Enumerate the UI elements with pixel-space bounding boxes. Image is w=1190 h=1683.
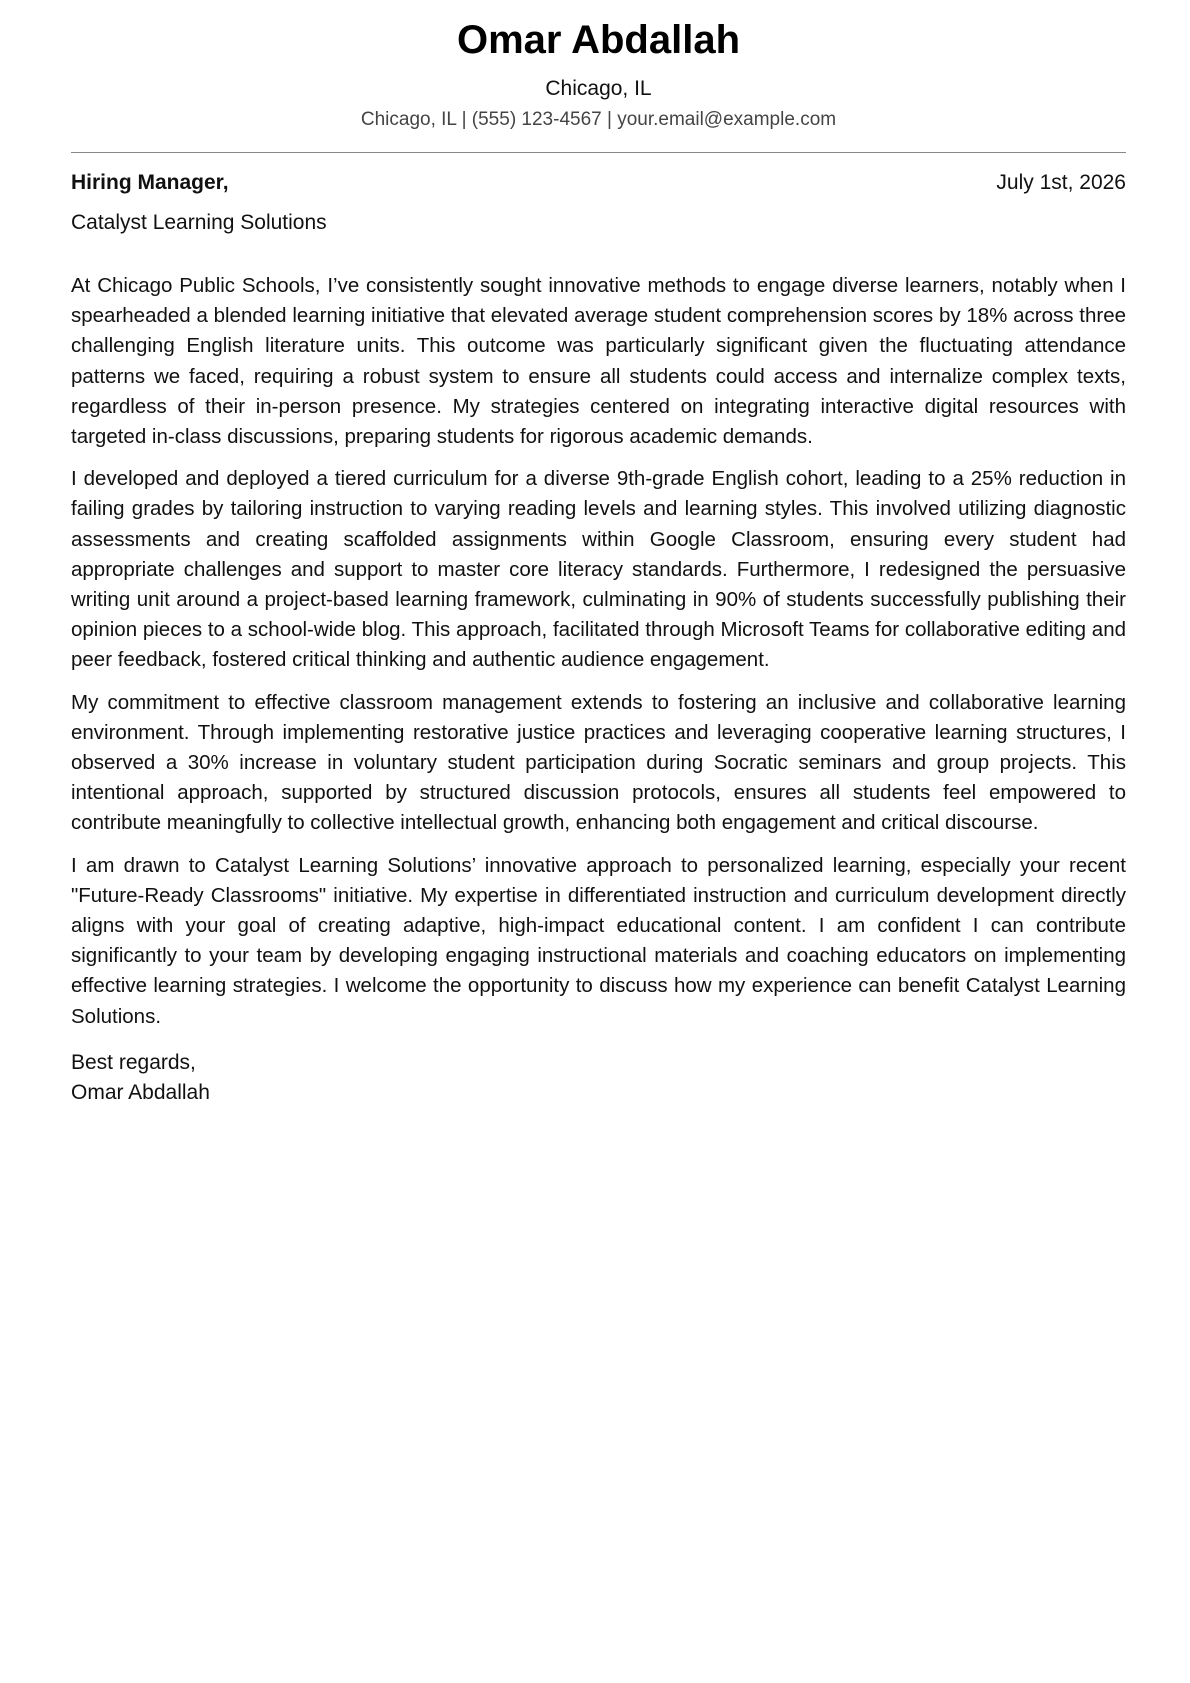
recipient-company: Catalyst Learning Solutions	[71, 211, 327, 234]
closing-phrase: Best regards,	[71, 1050, 196, 1074]
cover-letter-page	[71, 0, 1126, 1683]
letter-header	[71, 0, 1126, 132]
header-divider	[71, 152, 1126, 153]
body-paragraph: I developed and deployed a tiered curriculum for a diverse 9th-grade English cohort, leading to a 25% reduction in failing grades by tailoring instruction to varying reading levels and learning styles. This involved utilizing diagnostic assessments and creating scaffolded assignments within Google Classroom, ensuring every student had appropriate challenges and support to master core literacy standards. Furthermore, I redesigned the persuasive writing unit around a project-based learning framework, culminating in 90% of students successfully publishing their opinion pieces to a school-wide blog. This approach, facilitated through Microsoft Teams for collaborative editing and peer feedback, fostered critical thinking and authentic audience engagement.	[71, 467, 1126, 672]
recipient: Hiring Manager,	[71, 171, 229, 194]
sender-location: Chicago, IL	[545, 77, 652, 100]
letter-date: July 1st, 2026	[996, 171, 1126, 194]
recipient-date-row	[71, 169, 1126, 197]
body-paragraph: My commitment to effective classroom management extends to fostering an inclusive and collaborative learning environment. Through implementing restorative justice practices and leveraging cooperative learning structures, I observed a 30% increase in voluntary student participation during Socratic seminars and group projects. This intentional approach, supported by structured discussion protocols, ensures all students feel empowered to contribute meaningfully to collective intellectual growth, enhancing both engagement and critical discourse.	[71, 690, 1126, 835]
body-paragraph: I am drawn to Catalyst Learning Solutions’ innovative approach to personalized learning, especially your recent "Future-Ready Classrooms" initiative. My expertise in differentiated instruction and curriculum development directly aligns with your goal of creating adaptive, high-impact educational content. I am confident I can contribute significantly to your team by developing engaging instructional materials and coaching educators on implementing effective learning strategies. I welcome the opportunity to discuss how my experience can benefit Catalyst Learning Solutions.	[71, 853, 1126, 1028]
letter-closing	[71, 1048, 1126, 1108]
signature-name: Omar Abdallah	[71, 1080, 210, 1104]
sender-contact: Chicago, IL | (555) 123-4567 | your.email@example.com	[360, 109, 837, 130]
sender-name: Omar Abdallah	[456, 18, 741, 62]
body-paragraph: At Chicago Public Schools, I’ve consistently sought innovative methods to engage diverse learners, notably when I spearheaded a blended learning initiative that elevated average student comprehension scores by 18% across three challenging English literature units. This outcome was particularly significant given the fluctuating attendance patterns we faced, requiring a robust system to ensure all students could access and internalize complex texts, regardless of their in-person presence. My strategies centered on integrating interactive digital resources with targeted in-class discussions, preparing students for rigorous academic demands.	[71, 274, 1126, 449]
letter-body	[71, 271, 1126, 1032]
